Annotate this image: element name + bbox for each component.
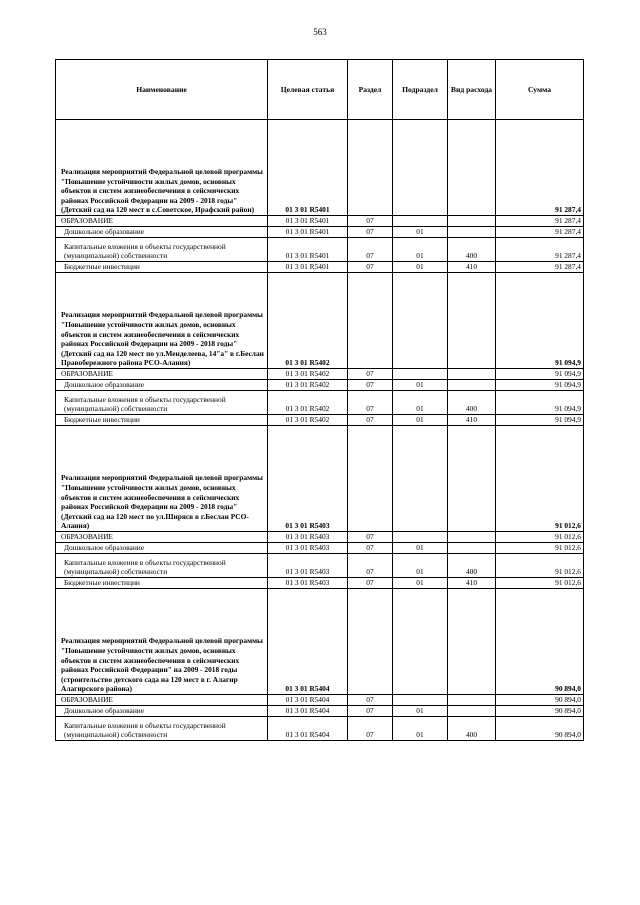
row-name: Бюджетные инвестиции	[56, 578, 268, 589]
row-subsection: 01	[393, 706, 448, 717]
budget-table	[55, 59, 584, 741]
row-code: 01 3 01 R5404	[268, 695, 348, 706]
table-row	[56, 554, 584, 578]
row-sum: 91 287,4	[496, 238, 584, 262]
row-type: 410	[448, 578, 496, 589]
row-code: 01 3 01 R5401	[268, 238, 348, 262]
row-name: ОБРАЗОВАНИЕ	[56, 216, 268, 227]
row-subsection	[393, 532, 448, 543]
program-sum: 91 287,4	[496, 120, 584, 216]
program-sum: 91 094,9	[496, 273, 584, 369]
row-name: ОБРАЗОВАНИЕ	[56, 532, 268, 543]
row-type	[448, 706, 496, 717]
program-section	[348, 589, 393, 695]
row-subsection: 01	[393, 391, 448, 415]
row-code: 01 3 01 R5403	[268, 554, 348, 578]
table-header-row	[56, 60, 584, 120]
row-sum: 91 287,4	[496, 262, 584, 273]
row-code: 01 3 01 R5402	[268, 380, 348, 391]
program-type	[448, 273, 496, 369]
table-row	[56, 216, 584, 227]
row-sum: 91 012,6	[496, 578, 584, 589]
table-row	[56, 238, 584, 262]
row-name: Дошкольное образование	[56, 706, 268, 717]
row-section: 07	[348, 262, 393, 273]
program-section	[348, 426, 393, 532]
row-sum: 91 094,9	[496, 415, 584, 426]
table-row	[56, 578, 584, 589]
row-name: Дошкольное образование	[56, 227, 268, 238]
row-sum: 90 894,0	[496, 706, 584, 717]
table-row	[56, 380, 584, 391]
table-row	[56, 369, 584, 380]
header-name: Наименование	[56, 60, 268, 120]
table-row	[56, 706, 584, 717]
row-section: 07	[348, 543, 393, 554]
row-section: 07	[348, 238, 393, 262]
row-sum: 91 094,9	[496, 380, 584, 391]
row-sum: 91 012,6	[496, 543, 584, 554]
row-code: 01 3 01 R5404	[268, 717, 348, 741]
row-code: 01 3 01 R5403	[268, 532, 348, 543]
program-code: 01 3 01 R5401	[268, 120, 348, 216]
program-code: 01 3 01 R5402	[268, 273, 348, 369]
row-section: 07	[348, 578, 393, 589]
row-type: 410	[448, 262, 496, 273]
row-type	[448, 532, 496, 543]
row-subsection: 01	[393, 262, 448, 273]
row-type: 410	[448, 415, 496, 426]
row-name: Капитальные вложения в объекты государственной (муниципальной) собственности	[56, 554, 268, 578]
row-subsection: 01	[393, 554, 448, 578]
row-subsection	[393, 695, 448, 706]
row-section: 07	[348, 706, 393, 717]
row-section: 07	[348, 380, 393, 391]
row-name: Дошкольное образование	[56, 380, 268, 391]
row-subsection: 01	[393, 227, 448, 238]
row-section: 07	[348, 227, 393, 238]
row-sum: 91 094,9	[496, 391, 584, 415]
row-type: 400	[448, 717, 496, 741]
row-type	[448, 216, 496, 227]
program-row	[56, 426, 584, 532]
row-subsection: 01	[393, 238, 448, 262]
row-code: 01 3 01 R5401	[268, 262, 348, 273]
table-row	[56, 695, 584, 706]
table-row	[56, 391, 584, 415]
row-subsection: 01	[393, 415, 448, 426]
table-row	[56, 543, 584, 554]
program-type	[448, 120, 496, 216]
program-sum: 91 012,6	[496, 426, 584, 532]
row-sum: 90 894,0	[496, 695, 584, 706]
row-code: 01 3 01 R5402	[268, 415, 348, 426]
row-sum: 91 287,4	[496, 227, 584, 238]
program-sum: 90 894,0	[496, 589, 584, 695]
program-subsection	[393, 589, 448, 695]
row-sum: 91 012,6	[496, 554, 584, 578]
row-type	[448, 369, 496, 380]
row-subsection: 01	[393, 380, 448, 391]
program-title: Реализация мероприятий Федеральной целевой программы "Повышение устойчивости жилых домов, основных объектов и систем жизнеобеспечения в сейсмических районах Российской Федерации" на 2009 - 2018 годы (строительство детского сада на 120 мест в г. Алагир Алагирского района)	[56, 589, 268, 695]
table-row	[56, 532, 584, 543]
row-section: 07	[348, 369, 393, 380]
program-type	[448, 426, 496, 532]
header-sum: Сумма	[496, 60, 584, 120]
program-row	[56, 273, 584, 369]
program-section	[348, 120, 393, 216]
program-subsection	[393, 120, 448, 216]
row-type	[448, 695, 496, 706]
row-code: 01 3 01 R5403	[268, 543, 348, 554]
row-name: ОБРАЗОВАНИЕ	[56, 695, 268, 706]
row-sum: 91 287,4	[496, 216, 584, 227]
row-type	[448, 543, 496, 554]
row-name: Дошкольное образование	[56, 543, 268, 554]
row-name: Капитальные вложения в объекты государственной (муниципальной) собственности	[56, 238, 268, 262]
row-section: 07	[348, 554, 393, 578]
row-section: 07	[348, 717, 393, 741]
program-row	[56, 120, 584, 216]
row-type	[448, 380, 496, 391]
program-code: 01 3 01 R5403	[268, 426, 348, 532]
program-section	[348, 273, 393, 369]
row-sum: 90 894,0	[496, 717, 584, 741]
row-subsection: 01	[393, 578, 448, 589]
program-title: Реализация мероприятий Федеральной целевой программы "Повышение устойчивости жилых домов, основных объектов и систем жизнеобеспечения в сейсмических районах Российской Федерации на 2009 - 2018 годы" (Детский сад на 120 мест по ул.Ширясв в г.Беслан РСО-Алания)	[56, 426, 268, 532]
header-expense-type: Вид расхода	[448, 60, 496, 120]
row-section: 07	[348, 216, 393, 227]
table-row	[56, 717, 584, 741]
row-section: 07	[348, 415, 393, 426]
header-section: Раздел	[348, 60, 393, 120]
row-section: 07	[348, 532, 393, 543]
row-code: 01 3 01 R5401	[268, 216, 348, 227]
row-subsection: 01	[393, 717, 448, 741]
row-sum: 91 012,6	[496, 532, 584, 543]
row-name: Капитальные вложения в объекты государственной (муниципальной) собственности	[56, 391, 268, 415]
row-type: 400	[448, 554, 496, 578]
row-name: Бюджетные инвестиции	[56, 262, 268, 273]
program-subsection	[393, 426, 448, 532]
table-row	[56, 262, 584, 273]
header-target: Целевая статья	[268, 60, 348, 120]
row-subsection: 01	[393, 543, 448, 554]
program-title: Реализация мероприятий Федеральной целевой программы "Повышение устойчивости жилых домов, основных объектов и систем жизнеобеспечения в сейсмических районах Российской Федерации на 2009 - 2018 годы" (Детский сад на 120 мест в с.Советское, Ирафский район)	[56, 120, 268, 216]
row-code: 01 3 01 R5402	[268, 369, 348, 380]
row-name: Бюджетные инвестиции	[56, 415, 268, 426]
program-title: Реализация мероприятий Федеральной целевой программы "Повышение устойчивости жилых домов, основных объектов и систем жизнеобеспечения в сейсмических районах Российской Федерации на 2009 - 2018 годы" (Детский сад на 120 мест по ул.Менделеева, 14"а" в г.Беслан Правобережного района РСО-Алания)	[56, 273, 268, 369]
row-subsection	[393, 369, 448, 380]
row-subsection	[393, 216, 448, 227]
row-code: 01 3 01 R5401	[268, 227, 348, 238]
row-section: 07	[348, 695, 393, 706]
row-name: Капитальные вложения в объекты государственной (муниципальной) собственности	[56, 717, 268, 741]
header-subsection: Подраздел	[393, 60, 448, 120]
program-code: 01 3 01 R5404	[268, 589, 348, 695]
row-type	[448, 227, 496, 238]
row-section: 07	[348, 391, 393, 415]
row-name: ОБРАЗОВАНИЕ	[56, 369, 268, 380]
table-row	[56, 415, 584, 426]
row-code: 01 3 01 R5403	[268, 578, 348, 589]
row-sum: 91 094,9	[496, 369, 584, 380]
program-type	[448, 589, 496, 695]
row-code: 01 3 01 R5404	[268, 706, 348, 717]
row-type: 400	[448, 238, 496, 262]
table-row	[56, 227, 584, 238]
program-row	[56, 589, 584, 695]
page-number: 563	[313, 27, 327, 37]
program-subsection	[393, 273, 448, 369]
row-code: 01 3 01 R5402	[268, 391, 348, 415]
row-type: 400	[448, 391, 496, 415]
